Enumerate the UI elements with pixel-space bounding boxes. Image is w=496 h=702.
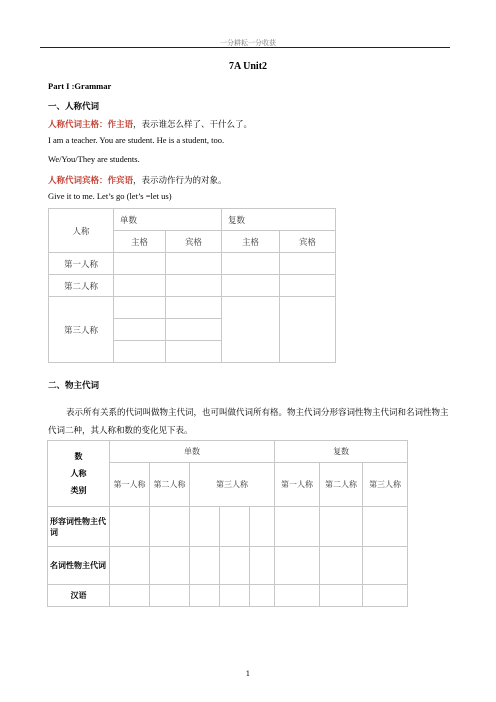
col-objective-plural: 宾格 (280, 231, 336, 253)
col-first-singular: 第一人称 (110, 463, 150, 507)
table-cell (250, 507, 275, 547)
table-cell (320, 585, 363, 607)
col-plural: 复数 (275, 441, 408, 463)
table-cell (190, 547, 220, 585)
table-cell (275, 507, 320, 547)
example-line-1: I am a teacher. You are student. He is a student, too. (48, 135, 225, 145)
col-third-singular: 第三人称 (190, 463, 275, 507)
col-nominative-plural: 主格 (222, 231, 280, 253)
subject-desc: ，表示谁怎么样了、干什么了。 (133, 120, 253, 130)
table-cell (220, 547, 250, 585)
col-second-singular: 第二人称 (150, 463, 190, 507)
table-cell (150, 585, 190, 607)
col-first-plural: 第一人称 (275, 463, 320, 507)
example-line-2: We/You/They are students. (48, 154, 140, 164)
section1-heading: 一、人称代词 (48, 102, 100, 112)
table-cell (166, 297, 222, 319)
col-singular: 单数 (110, 441, 275, 463)
table-cell (114, 297, 166, 319)
table-cell (190, 507, 220, 547)
table-cell (114, 341, 166, 363)
row-noun-possessive: 名词性物主代词 (48, 547, 110, 585)
row-chinese: 汉语 (48, 585, 110, 607)
subject-definition (48, 118, 252, 130)
table-cell (222, 297, 280, 363)
table-cell (363, 547, 408, 585)
section2-heading: 二、物主代词 (48, 381, 100, 391)
col-second-plural: 第二人称 (320, 463, 363, 507)
table-cell (363, 507, 408, 547)
object-definition (48, 174, 227, 186)
section2-paragraph: 表示所有关系的代词叫做物主代词，也可叫做代词所有格。物主代词分形容词性物主代词和名词性物主代词二种，其人称和数的变化见下表。 (48, 408, 449, 436)
object-desc: ，表示动作行为的对象。 (133, 176, 227, 186)
table-cell (320, 507, 363, 547)
table-cell (220, 507, 250, 547)
row-adjective-possessive: 形容词性物主代词 (48, 507, 110, 547)
col-objective-singular: 宾格 (166, 231, 222, 253)
corner-category: 类别 (70, 485, 87, 495)
personal-pronoun-table (48, 208, 336, 363)
table-cell (166, 253, 222, 275)
table-cell (250, 547, 275, 585)
example-line-3: Give it to me. Let’s go (let’s =let us) (48, 191, 172, 201)
corner-number: 数 (74, 451, 83, 461)
document-title: 7A Unit2 (228, 61, 268, 72)
header-rule (40, 47, 450, 48)
table-cell (280, 253, 336, 275)
table-cell (280, 297, 336, 363)
table-cell (150, 547, 190, 585)
table-cell (150, 507, 190, 547)
row-first-person: 第一人称 (49, 253, 114, 275)
col-plural: 复数 (222, 209, 336, 231)
table-cell (275, 547, 320, 585)
col-person: 人称 (49, 209, 114, 253)
table-cell (114, 275, 166, 297)
table-cell (110, 507, 150, 547)
table-cell (280, 275, 336, 297)
table-cell (320, 547, 363, 585)
col-singular: 单数 (114, 209, 222, 231)
corner-person: 人称 (70, 468, 87, 478)
object-label: 人称代词宾格：作宾语 (48, 176, 134, 186)
page-header: 一分耕耘一分收获 (220, 39, 276, 47)
possessive-pronoun-table (47, 440, 408, 607)
table-cell (114, 319, 166, 341)
table-cell (166, 275, 222, 297)
table-cell (110, 585, 150, 607)
page-number: 1 (245, 670, 251, 678)
table-cell (190, 585, 220, 607)
table-cell (220, 585, 250, 607)
table-cell (250, 585, 275, 607)
corner-cell (48, 441, 110, 507)
table-cell (363, 585, 408, 607)
table-cell (222, 275, 280, 297)
row-second-person: 第二人称 (49, 275, 114, 297)
subject-label: 人称代词主格：作主语 (48, 120, 134, 130)
part-heading: Part I :Grammar (48, 81, 112, 91)
table-cell (114, 253, 166, 275)
table-cell (275, 585, 320, 607)
col-nominative-singular: 主格 (114, 231, 166, 253)
table-cell (166, 341, 222, 363)
table-cell (166, 319, 222, 341)
row-third-person: 第三人称 (49, 297, 114, 363)
table-cell (110, 547, 150, 585)
col-third-plural: 第三人称 (363, 463, 408, 507)
table-cell (222, 253, 280, 275)
